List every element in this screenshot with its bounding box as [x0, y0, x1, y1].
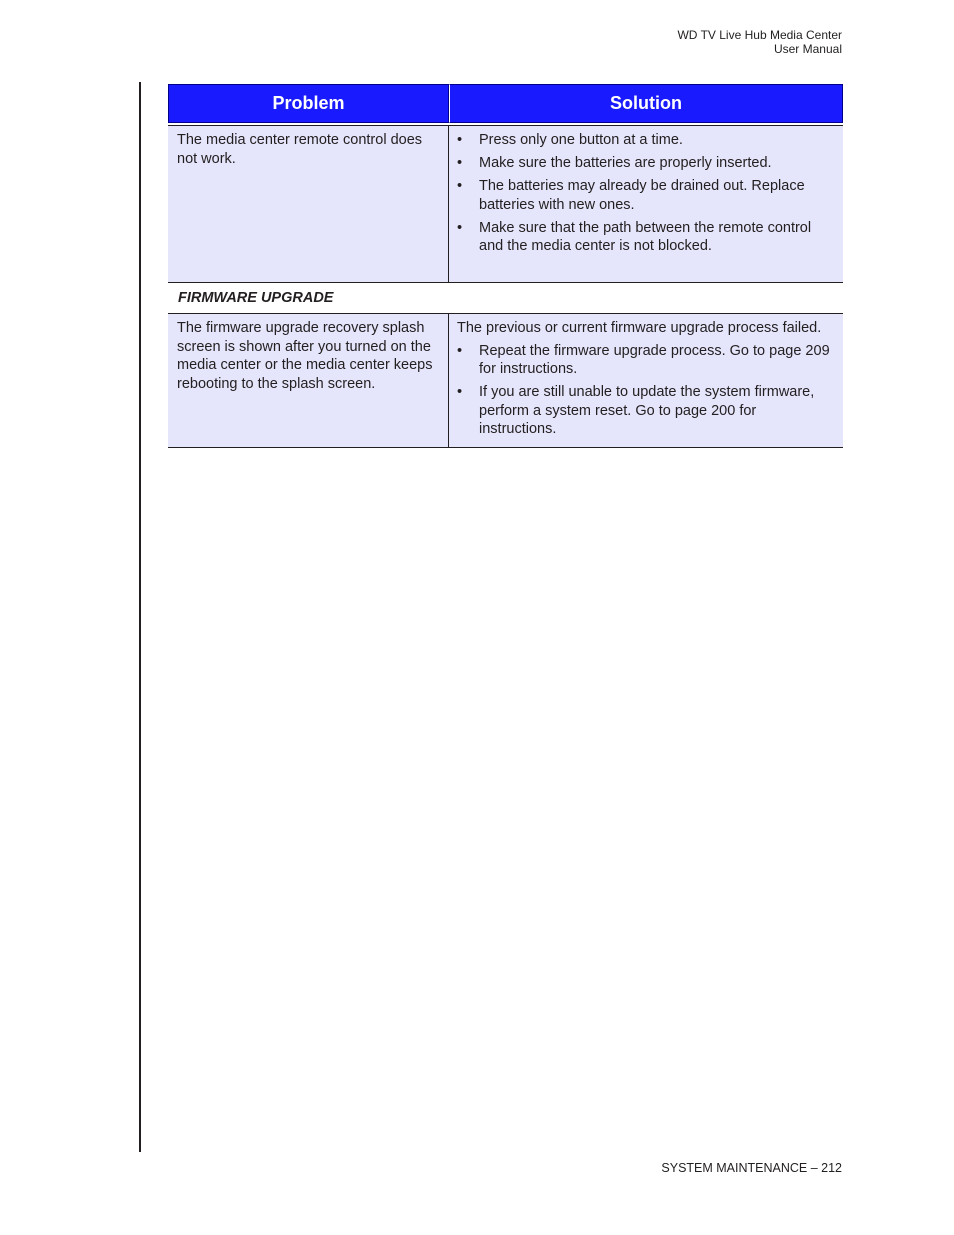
solution-text: Make sure the batteries are properly inserted. — [479, 155, 772, 171]
solution-list — [457, 131, 834, 256]
table-row — [168, 126, 843, 283]
bullet-icon: • — [457, 219, 463, 236]
solution-text: Press only one button at a time. — [479, 132, 683, 148]
bullet-icon: • — [457, 132, 463, 148]
list-item — [457, 177, 834, 214]
solution-cell — [449, 126, 843, 282]
column-header-solution: Solution — [449, 84, 843, 123]
bullet-icon: • — [457, 384, 463, 400]
running-header — [677, 28, 842, 56]
solution-cell — [449, 314, 843, 447]
solution-list — [457, 342, 834, 439]
list-item — [457, 383, 834, 439]
bullet-icon: • — [457, 178, 463, 194]
table-row — [168, 314, 843, 448]
troubleshooting-table — [168, 84, 843, 448]
problem-cell: The media center remote control does not work. — [168, 126, 449, 282]
list-item — [457, 154, 834, 173]
list-item — [457, 219, 834, 256]
solution-text: If you are still unable to update the system firmware, perform a system reset. Go to page 200 for instructions. — [479, 384, 815, 437]
solution-text: Make sure that the path between the remote control and the media center is not blocked. — [479, 219, 812, 254]
list-item — [457, 342, 834, 379]
problem-cell: The firmware upgrade recovery splash screen is shown after you turned on the media center or the media center keeps rebooting to the splash screen. — [168, 314, 449, 447]
section-heading: FIRMWARE UPGRADE — [168, 283, 843, 314]
list-item — [457, 131, 834, 150]
solution-text: The batteries may already be drained out. Replace batteries with new ones. — [479, 178, 805, 213]
header-title: WD TV Live Hub Media Center — [677, 28, 842, 42]
solution-text: Repeat the firmware upgrade process. Go to page 209 for instructions. — [479, 342, 830, 377]
table-header-row — [168, 84, 843, 123]
page-footer: SYSTEM MAINTENANCE – 212 — [661, 1161, 842, 1175]
solution-intro: The previous or current firmware upgrade process failed. — [457, 320, 822, 336]
bullet-icon: • — [457, 342, 463, 359]
margin-rule — [139, 82, 141, 1152]
header-subtitle: User Manual — [773, 42, 842, 56]
bullet-icon: • — [457, 155, 463, 171]
column-header-problem: Problem — [168, 84, 449, 123]
